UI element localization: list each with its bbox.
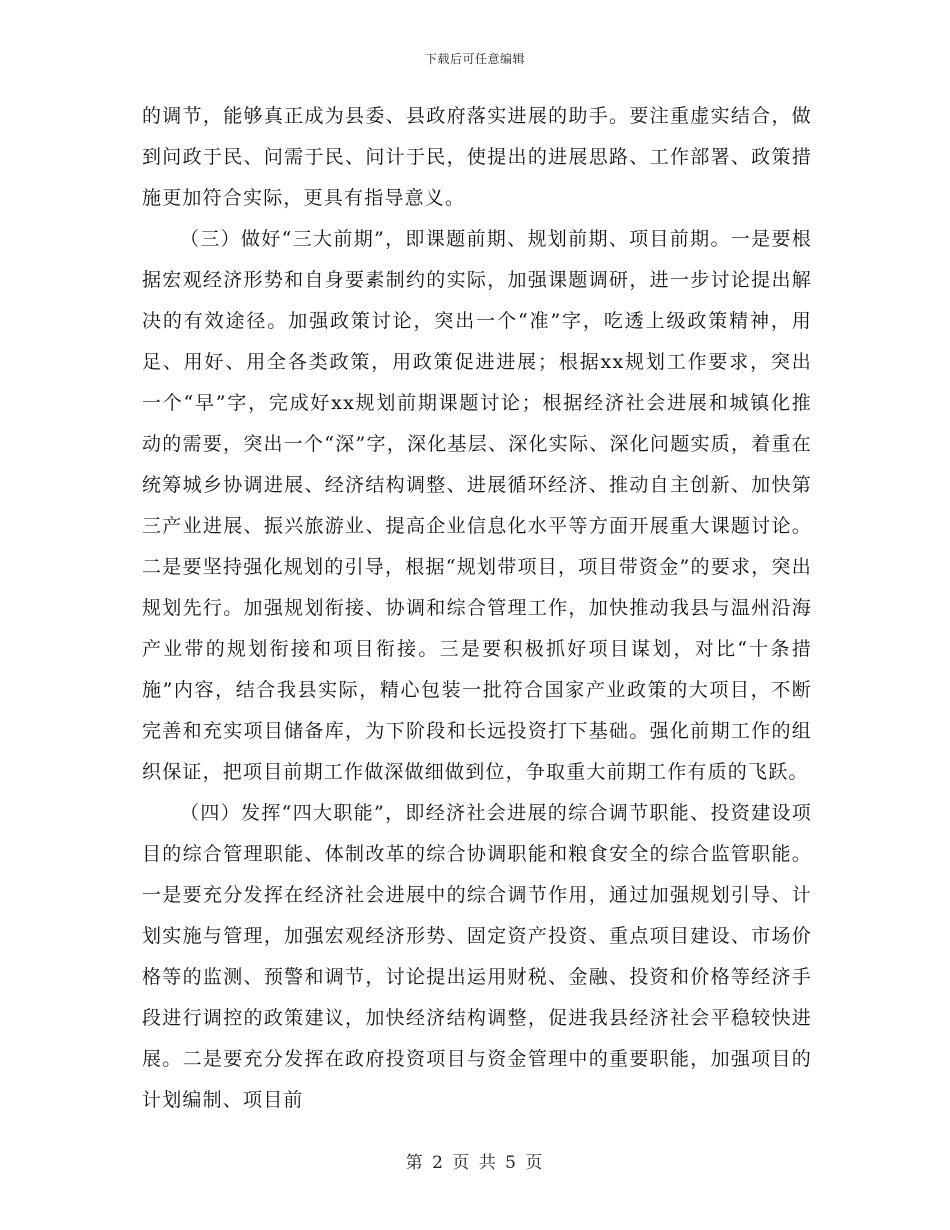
paragraph-1: 的调节，能够真正成为县委、县政府落实进展的助手。要注重虚实结合，做到问政于民、问需于民、问计于民，使提出的进展思路、工作部署、政策措施更加符合实际，更具有指导意义。 <box>142 105 812 209</box>
paragraph-2: （三）做好“三大前期”，即课题前期、规划前期、项目前期。一是要根据宏观经济形势和自身要素制约的实际，加强课题调研，进一步讨论提出解决的有效途径。加强政策讨论，突出一个“准”字，吃透上级政策精神，用足、用好、用全各类政策，用政策促进进展；根据xx规划工作要求，突出一个“早”字，完成好xx规划前期课题讨论；根据经济社会进展和城镇化推动的需要，突出一个“深”字，深化基层、深化实际、深化问题实质，着重在统筹城乡协调进展、经济结构调整、进展循环经济、推动自主创新、加快第三产业进展、振兴旅游业、提高企业信息化水平等方面开展重大课题讨论。二是要坚持强化规划的引导，根据“规划带项目，项目带资金”的要求，突出规划先行。加强规划衔接、协调和综合管理工作，加快推动我县与温州沿海产业带的规划衔接和项目衔接。三是要积极抓好项目谋划，对比“十条措施”内容，结合我县实际，精心包装一批符合国家产业政策的大项目，不断完善和充实项目储备库，为下阶段和长远投资打下基础。强化前期工作的组织保证，把项目前期工作做深做细做到位，争取重大前期工作有质的飞跃。 <box>142 228 812 783</box>
page-header-note: 下载后可任意编辑 <box>424 52 525 66</box>
document-body <box>142 96 812 1121</box>
paragraph-3: （四）发挥“四大职能”，即经济社会进展的综合调节职能、投资建设项目的综合管理职能、体制改革的综合协调职能和粮食安全的综合监管职能。一是要充分发挥在经济社会进展中的综合调节作用，通过加强规划引导、计划实施与管理，加强宏观经济形势、固定资产投资、重点项目建设、市场价格等的监测、预警和调节，讨论提出运用财税、金融、投资和价格等经济手段进行调控的政策建议，加快经济结构调整，促进我县经济社会平稳较快进展。二是要充分发挥在政府投资项目与资金管理中的重要职能，加强项目的计划编制、项目前 <box>142 802 812 1111</box>
page-number-footer: 第 2 页 共 5 页 <box>405 1153 545 1173</box>
